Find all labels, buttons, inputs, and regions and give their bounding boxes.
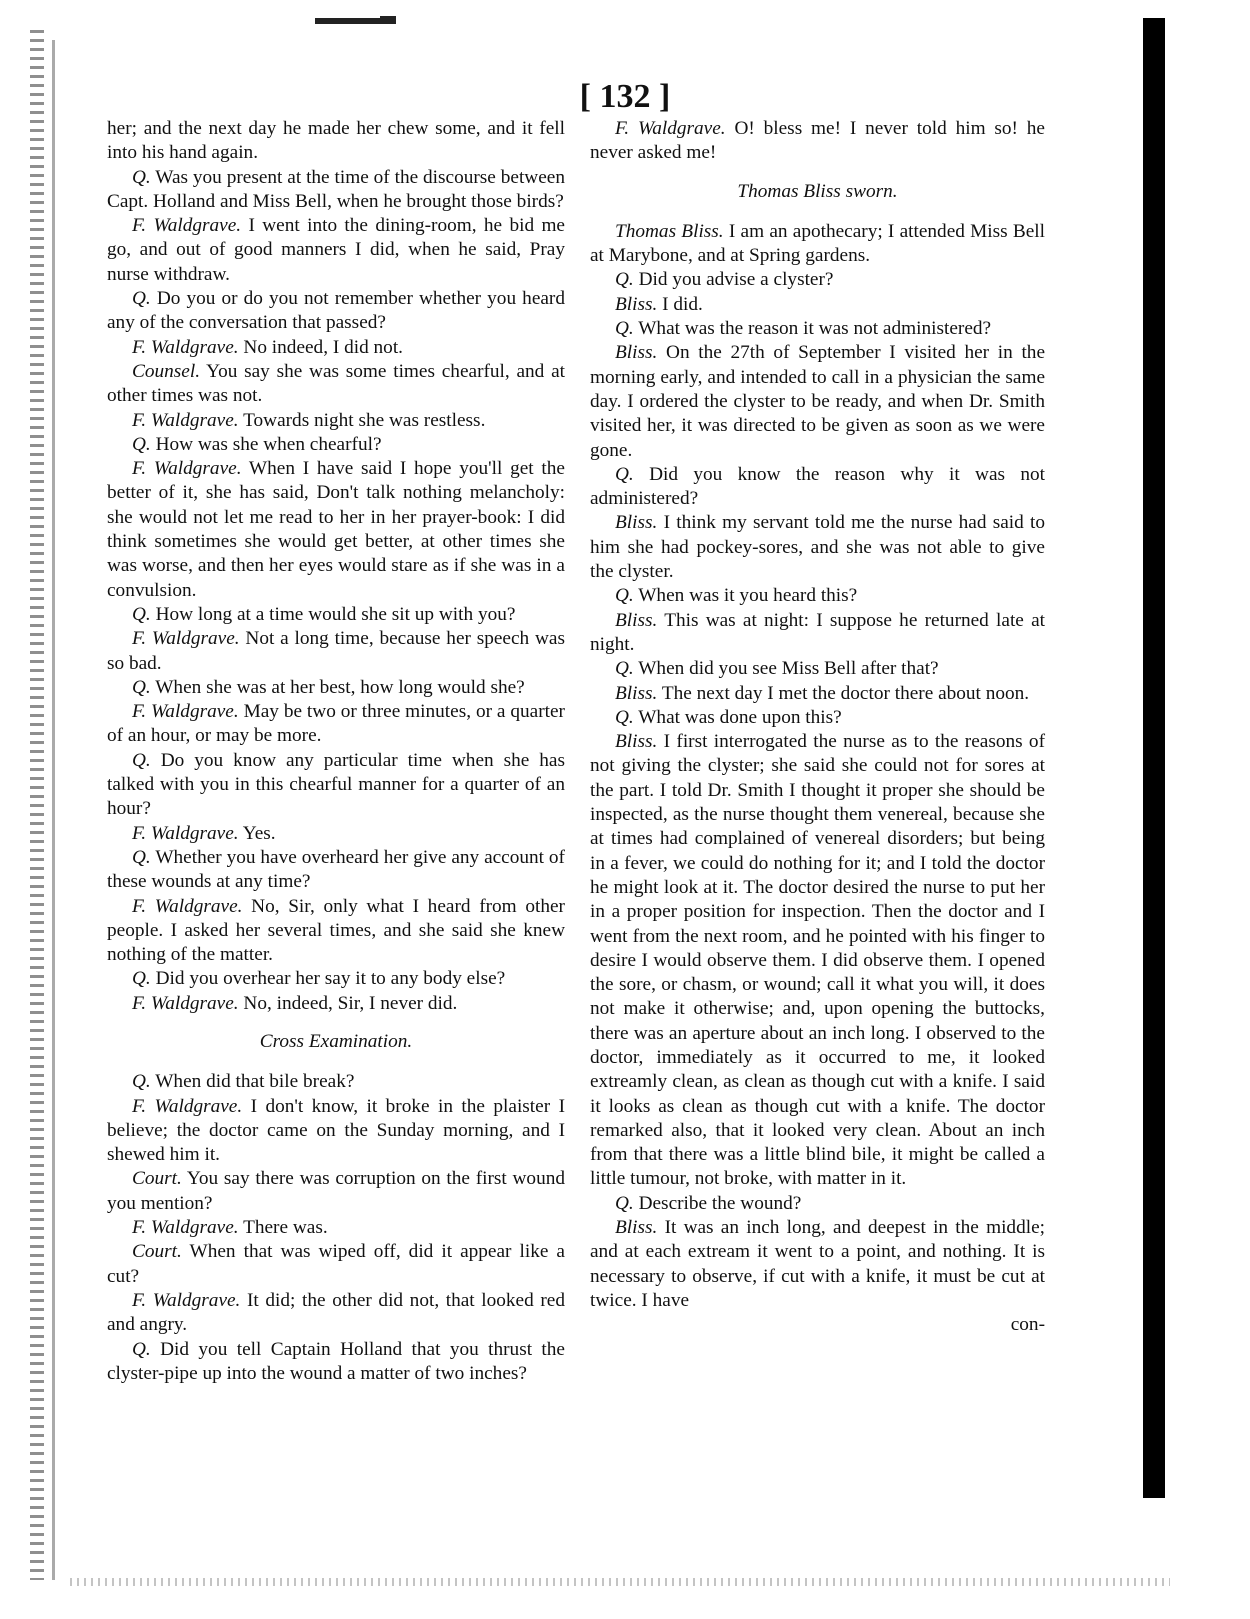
dialogue-paragraph bbox=[107, 409, 565, 433]
dialogue-paragraph bbox=[590, 220, 1045, 269]
binding-edge bbox=[30, 30, 44, 1580]
dialogue-paragraph bbox=[107, 1070, 565, 1094]
dialogue-paragraph bbox=[590, 657, 1045, 681]
dialogue-paragraph bbox=[590, 584, 1045, 608]
dialogue-paragraph bbox=[107, 1240, 565, 1289]
dialogue-paragraph bbox=[107, 287, 565, 336]
speaker-label: Q. bbox=[132, 846, 151, 868]
dialogue-text: I don't know, it broke in the plaister I believe; the doctor came on the Sunday morning, and I shewed him it. bbox=[107, 1095, 565, 1166]
dialogue-paragraph bbox=[107, 360, 565, 409]
dialogue-paragraph bbox=[107, 846, 565, 895]
dialogue-paragraph bbox=[107, 1338, 565, 1387]
speaker-label: F. Waldgrave. bbox=[615, 118, 726, 139]
dialogue-text: When that was wiped off, did it appear like a cut? bbox=[107, 1241, 565, 1287]
dialogue-text: What was done upon this? bbox=[638, 706, 842, 728]
speaker-label: F. Waldgrave. bbox=[132, 458, 242, 480]
scan-artifact bbox=[380, 16, 396, 24]
speaker-label: Bliss. bbox=[615, 731, 658, 753]
speaker-label: Bliss. bbox=[615, 682, 658, 704]
dialogue-text: When I have said I hope you'll get the better of it, she has said, Don't talk nothing melancholy: she would not let me read to her in her prayer-book: I did think sometimes she would get better, at other times she was worse, and then her eyes would stare as if she was in a convulsion. bbox=[107, 458, 565, 601]
dialogue-paragraph bbox=[107, 749, 565, 822]
section-heading: Thomas Bliss sworn. bbox=[737, 180, 898, 202]
speaker-label: Q. bbox=[132, 166, 151, 188]
dialogue-text: O! bless me! I never told him so! he never asked me! bbox=[590, 118, 1045, 164]
dialogue-text: There was. bbox=[243, 1217, 328, 1239]
dialogue-text: This was at night: I suppose he returned late at night. bbox=[590, 609, 1045, 655]
dialogue-paragraph bbox=[107, 676, 565, 700]
speaker-label: Counsel. bbox=[132, 360, 201, 382]
dialogue-paragraph bbox=[107, 822, 565, 846]
speaker-label: Q. bbox=[132, 1071, 151, 1093]
speaker-label: F. Waldgrave. bbox=[132, 409, 239, 431]
speaker-label: Q. bbox=[615, 706, 634, 728]
dialogue-text: I think my servant told me the nurse had said to him she had pockey-sores, and she was not able to give the clyster. bbox=[590, 512, 1045, 583]
dialogue-paragraph bbox=[107, 1095, 565, 1168]
dialogue-paragraph bbox=[590, 117, 1045, 166]
speaker-label: F. Waldgrave. bbox=[132, 336, 239, 358]
page-number: [ 132 ] bbox=[579, 78, 671, 115]
dialogue-paragraph bbox=[590, 463, 1045, 512]
dialogue-paragraph bbox=[107, 1216, 565, 1240]
speaker-label: Q. bbox=[132, 968, 151, 990]
dialogue-text: Did you overhear her say it to any body else? bbox=[155, 968, 506, 990]
dialogue-paragraph bbox=[590, 511, 1045, 584]
left-column bbox=[107, 117, 565, 1386]
dialogue-text: The next day I met the doctor there about noon. bbox=[661, 682, 1030, 704]
speaker-label: Bliss. bbox=[615, 1217, 658, 1239]
speaker-label: Bliss. bbox=[615, 342, 658, 364]
dialogue-paragraph bbox=[590, 341, 1045, 462]
speaker-label: F. Waldgrave. bbox=[132, 1095, 243, 1117]
speaker-label: Bliss. bbox=[615, 512, 658, 534]
speaker-label: Q. bbox=[615, 269, 634, 291]
speaker-label: Q. bbox=[615, 658, 634, 680]
section-heading: Cross Examination. bbox=[259, 1030, 413, 1052]
dialogue-text: You say she was some times chearful, and at other times was not. bbox=[107, 360, 565, 407]
dialogue-paragraph bbox=[590, 730, 1045, 1192]
dialogue-paragraph bbox=[107, 603, 565, 627]
dialogue-paragraph bbox=[107, 992, 565, 1016]
dialogue-text: I did. bbox=[662, 293, 703, 315]
dialogue-paragraph bbox=[590, 1192, 1045, 1216]
dialogue-text: When was it you heard this? bbox=[638, 585, 858, 607]
speaker-label: Q. bbox=[132, 676, 151, 698]
dialogue-paragraph bbox=[107, 967, 565, 991]
dialogue-text: Describe the wound? bbox=[638, 1192, 802, 1214]
dialogue-text: No, Sir, only what I heard from other people. I asked her several times, and she said she knew nothing of the matter. bbox=[107, 895, 565, 966]
speaker-label: Q. bbox=[132, 288, 151, 310]
catchword: con- bbox=[1010, 1314, 1045, 1336]
dialogue-text: What was the reason it was not administered? bbox=[638, 318, 992, 340]
dialogue-text: I am an apothecary; I attended Miss Bell at Marybone, and at Spring gardens. bbox=[590, 220, 1046, 267]
speaker-label: F. Waldgrave. bbox=[132, 1289, 241, 1311]
dialogue-paragraph bbox=[590, 682, 1045, 706]
speaker-label: F. Waldgrave. bbox=[132, 628, 240, 650]
speaker-label: F. Waldgrave. bbox=[132, 701, 239, 723]
speaker-label: Q. bbox=[132, 433, 151, 455]
speaker-label: F. Waldgrave. bbox=[132, 822, 239, 844]
dialogue-paragraph bbox=[107, 166, 565, 215]
speaker-label: F. Waldgrave. bbox=[132, 215, 242, 237]
dialogue-text: I first interrogated the nurse as to the reasons of not giving the clyster; she said she could not for sores at the part. I told Dr. Smith I thought it proper she should be inspected, as the nurse thought them venereal, because she at times had complained of venereal disorders; but being in a fever, we could do nothing for it; and I told the doctor he might look at it. The doctor desired the nurse to put her in a proper position for inspection. Then the doctor and I went from the next room, and he pointed with his finger to desire I would observe them. I did observe them. I opened the sore, or chasm, or wound; call it what you will, it does not make it otherwise; and, upon opening the buttocks, there was an aperture about an inch long. I observed to the doctor, immediately as it occurred to me, it looked extreamly clean, as clean as though cut with a knife. I said it looks as clean as though cut with a knife. The doctor remarked also, that it looked very clean. About an inch from that there was a little blind bile, it might be called a little tumour, not broke, with matter in it. bbox=[590, 731, 1045, 1190]
dialogue-text: Do you or do you not remember whether you heard any of the conversation that passed? bbox=[107, 288, 565, 334]
dialogue-text: How was she when chearful? bbox=[155, 433, 382, 455]
dialogue-text: Did you tell Captain Holland that you thrust the clyster-pipe up into the wound a matter of two inches? bbox=[107, 1338, 565, 1384]
dialogue-paragraph bbox=[107, 1167, 565, 1216]
dialogue-paragraph bbox=[107, 433, 565, 457]
dialogue-text: May be two or three minutes, or a quarter of an hour, or may be more. bbox=[107, 701, 565, 747]
dialogue-text: It was an inch long, and deepest in the middle; and at each extream it went to a point, and nothing. It is necessary to observe, if cut with a knife, it must be cut at twice. I have bbox=[590, 1217, 1045, 1311]
scan-margin-bar bbox=[1143, 18, 1165, 1498]
dialogue-paragraph bbox=[107, 457, 565, 603]
dialogue-paragraph bbox=[590, 609, 1045, 658]
speaker-label: Court. bbox=[132, 1241, 182, 1263]
dialogue-text: When did that bile break? bbox=[155, 1071, 355, 1093]
speaker-label: Court. bbox=[132, 1168, 182, 1190]
speaker-label: Q. bbox=[615, 318, 634, 340]
speaker-label: Thomas Bliss. bbox=[615, 220, 724, 242]
dialogue-text: Towards night she was restless. bbox=[243, 409, 486, 431]
speaker-label: F. Waldgrave. bbox=[132, 1217, 239, 1239]
dialogue-paragraph bbox=[590, 317, 1045, 341]
speaker-label: Q. bbox=[132, 1338, 151, 1360]
dialogue-text: her; and the next day he made her chew some, and it fell into his hand again. bbox=[107, 118, 565, 164]
dialogue-paragraph bbox=[107, 700, 565, 749]
dialogue-text: How long at a time would she sit up with you? bbox=[155, 603, 516, 625]
dialogue-paragraph bbox=[107, 627, 565, 676]
dialogue-paragraph bbox=[590, 706, 1045, 730]
speaker-label: Q. bbox=[132, 749, 151, 771]
right-column bbox=[590, 117, 1045, 1338]
speaker-label: Q. bbox=[615, 1192, 634, 1214]
dialogue-text: I went into the dining-room, he bid me go, and out of good manners I did, when he said, Pray nurse withdraw. bbox=[107, 215, 565, 285]
speaker-label: Bliss. bbox=[615, 293, 658, 315]
dialogue-text: It did; the other did not, that looked red and angry. bbox=[107, 1289, 565, 1336]
dialogue-text: Was you present at the time of the discourse between Capt. Holland and Miss Bell, when he brought those birds? bbox=[107, 166, 565, 212]
speaker-label: Bliss. bbox=[615, 609, 658, 631]
dialogue-text: When she was at her best, how long would she? bbox=[155, 676, 525, 698]
dialogue-paragraph bbox=[107, 214, 565, 287]
dialogue-paragraph bbox=[590, 1216, 1045, 1313]
dialogue-text: On the 27th of September I visited her in the morning early, and intended to call in a physician the same day. I ordered the clyster to be ready, and when Dr. Smith visited her, it was directed to be given as soon as we were gone. bbox=[590, 342, 1045, 461]
speaker-label: Q. bbox=[615, 585, 634, 607]
scan-artifact bbox=[70, 1578, 1170, 1586]
dialogue-paragraph bbox=[590, 293, 1045, 317]
dialogue-text: Yes. bbox=[242, 822, 276, 844]
dialogue-paragraph bbox=[107, 895, 565, 968]
dialogue-paragraph bbox=[107, 117, 565, 166]
dialogue-text: When did you see Miss Bell after that? bbox=[638, 658, 939, 680]
speaker-label: Q. bbox=[132, 603, 151, 625]
speaker-label: Q. bbox=[615, 463, 634, 485]
dialogue-text: Do you know any particular time when she has talked with you in this chearful manner for a quarter of an hour? bbox=[107, 749, 565, 820]
binding-edge-line bbox=[52, 40, 55, 1580]
dialogue-text: Not a long time, because her speech was so bad. bbox=[107, 628, 565, 674]
dialogue-paragraph bbox=[590, 268, 1045, 292]
dialogue-text: No indeed, I did not. bbox=[243, 336, 404, 358]
dialogue-text: You say there was corruption on the first wound you mention? bbox=[107, 1168, 565, 1214]
dialogue-text: Did you know the reason why it was not administered? bbox=[590, 463, 1045, 510]
dialogue-paragraph bbox=[107, 336, 565, 360]
speaker-label: F. Waldgrave. bbox=[132, 895, 243, 917]
scan-artifact bbox=[315, 18, 385, 24]
dialogue-text: Whether you have overheard her give any account of these wounds at any time? bbox=[107, 846, 565, 893]
dialogue-text: Did you advise a clyster? bbox=[638, 269, 834, 291]
dialogue-text: No, indeed, Sir, I never did. bbox=[243, 992, 458, 1014]
dialogue-paragraph bbox=[107, 1289, 565, 1338]
speaker-label: F. Waldgrave. bbox=[132, 992, 239, 1014]
